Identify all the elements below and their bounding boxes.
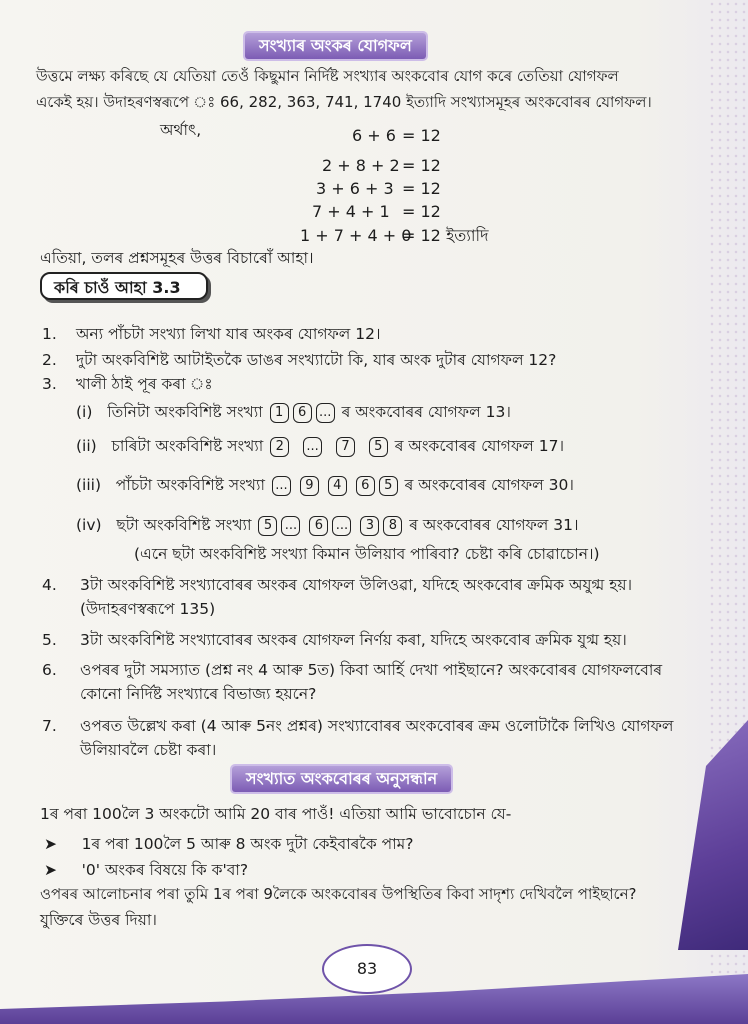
blank-digit-box[interactable]: ... bbox=[316, 403, 335, 423]
item-text-line-2: উলিয়াবলৈ চেষ্টা কৰা। bbox=[80, 741, 217, 759]
item-text-line-1: ওপৰৰ দুটা সমস্যাত (প্ৰশ্ন নং 4 আৰু 5ত) কিবা আৰ্হি দেখা পাইছানে? অংকবোৰৰ যোগফলবোৰ bbox=[80, 661, 663, 679]
item-text-line-2: কোনো নিৰ্দিষ্ট সংখ্যাৰে বিভাজ্য হয়নে? bbox=[80, 685, 317, 703]
subitem-tail: ৰ অংকবোৰৰ যোগফল 13। bbox=[341, 403, 511, 421]
subitem-label: (iii) bbox=[76, 476, 102, 494]
subitem-row bbox=[76, 515, 579, 536]
section2-closing-line-2: যুক্তিৰে উত্তৰ দিয়া। bbox=[40, 911, 157, 929]
paragraph-line-1: উত্তমে লক্ষ্য কৰিছে যে যেতিয়া তেওঁ কিছুমান নিৰ্দিষ্ট সংখ্যাৰ অংকবোৰ যোগ কৰে তেতিয়া যোগফল bbox=[36, 67, 619, 85]
item-number: 1. bbox=[42, 325, 57, 343]
bullet-text: 1ৰ পৰা 100লৈ 5 আৰু 8 অংক দুটা কেইবাৰকৈ পাম? bbox=[81, 835, 414, 853]
digit-box: 9 bbox=[300, 476, 319, 496]
subitem-tail: ৰ অংকবোৰৰ যোগফল 31। bbox=[409, 516, 579, 534]
arrowhead-bullet-icon: ➤ bbox=[44, 861, 57, 879]
subitem-row bbox=[76, 436, 564, 457]
item-text-line-2: (উদাহৰণস্বৰূপে 135) bbox=[80, 600, 216, 618]
subitem-tail: ৰ অংকবোৰৰ যোগফল 30। bbox=[404, 476, 574, 494]
item-number: 2. bbox=[42, 351, 57, 369]
exercise-badge: কৰি চাওঁ আহা 3.3 bbox=[40, 272, 208, 300]
arthat-label: অৰ্থাৎ, bbox=[160, 121, 202, 139]
equation-lhs: 3 + 6 + 3 bbox=[316, 179, 394, 198]
item-text: দুটা অংকবিশিষ্ট আটাইতকৈ ডাঙৰ সংখ্যাটো কি, যাৰ অংক দুটাৰ যোগফল 12? bbox=[76, 351, 557, 369]
equation-lhs: 1 + 7 + 4 + 0 bbox=[300, 226, 412, 245]
item-text-line-1: ওপৰত উল্লেখ কৰা (4 আৰু 5নং প্ৰশ্নৰ) সংখ্যাবোৰৰ অংকবোৰৰ ক্ৰম ওলোটাকৈ লিখিও যোগফল bbox=[80, 717, 674, 735]
bullet-item bbox=[44, 860, 248, 880]
digit-box: 6 bbox=[309, 516, 328, 536]
equation-rhs: = 12 ইত্যাদি bbox=[402, 226, 489, 245]
item-text: অন্য পাঁচটা সংখ্যা লিখা যাৰ অংকৰ যোগফল 12। bbox=[76, 325, 381, 343]
item-text-line-1: 3টা অংকবিশিষ্ট সংখ্যাবোৰৰ অংকৰ যোগফল নিৰ্ণয় কৰা, যদিহে অংকবোৰ ক্ৰমিক যুগ্ম হয়। bbox=[80, 631, 627, 649]
item-number: 7. bbox=[42, 717, 57, 735]
section2-intro: 1ৰ পৰা 100লৈ 3 অংকটো আমি 20 বাৰ পাওঁ! এতিয়া আমি ভাবোচোন যে- bbox=[40, 805, 512, 823]
equation-lhs: 7 + 4 + 1 bbox=[312, 202, 390, 221]
equation-rhs: = 12 bbox=[402, 156, 441, 175]
subitem-text: ছটা অংকবিশিষ্ট সংখ্যা bbox=[116, 516, 252, 534]
equation-rhs: = 12 bbox=[402, 202, 441, 221]
bullet-text: '0' অংকৰ বিষয়ে কি ক'বা? bbox=[81, 861, 249, 879]
subitem-label: (i) bbox=[76, 403, 93, 421]
blank-digit-box[interactable]: ... bbox=[272, 476, 291, 496]
subitem-tail: ৰ অংকবোৰৰ যোগফল 17। bbox=[394, 437, 565, 455]
digit-box: 5 bbox=[369, 437, 388, 457]
subitem-text: তিনিটা অংকবিশিষ্ট সংখ্যা bbox=[107, 403, 263, 421]
digit-box: 3 bbox=[360, 516, 379, 536]
item-text: খালী ঠাই পূৰ কৰা ঃ bbox=[76, 375, 213, 393]
digit-box: 1 bbox=[270, 403, 289, 423]
section-title-banner: সংখ্যাত অংকবোৰৰ অনুসন্ধান bbox=[232, 766, 451, 792]
digit-box: 8 bbox=[383, 516, 402, 536]
subitem-label: (ii) bbox=[76, 437, 97, 455]
digit-box: 5 bbox=[258, 516, 277, 536]
section-title-banner: সংখ্যাৰ অংকৰ যোগফল bbox=[245, 33, 426, 59]
subitem-label: (iv) bbox=[76, 516, 102, 534]
section2-closing-line-1: ওপৰৰ আলোচনাৰ পৰা তুমি 1ৰ পৰা 9লৈকে অংকবোৰৰ উপস্থিতিৰ কিবা সাদৃশ্য দেখিবলৈ পাইছানে? bbox=[40, 885, 637, 903]
arrowhead-bullet-icon: ➤ bbox=[44, 835, 57, 853]
digit-box: 4 bbox=[328, 476, 347, 496]
section-closing-text: এতিয়া, তলৰ প্ৰশ্নসমূহৰ উত্তৰ বিচাৰোঁ আহা। bbox=[40, 249, 314, 267]
blank-digit-box[interactable]: ... bbox=[281, 516, 300, 536]
subitem-text: পাঁচটা অংকবিশিষ্ট সংখ্যা bbox=[115, 476, 265, 494]
page-number: 83 bbox=[322, 944, 412, 994]
item-number: 6. bbox=[42, 661, 57, 679]
subitem-row bbox=[76, 402, 511, 423]
equation-rhs: = 12 bbox=[402, 179, 441, 198]
equation-lhs: 6 + 6 bbox=[352, 126, 396, 145]
subitem-text: চাৰিটা অংকবিশিষ্ট সংখ্যা bbox=[111, 437, 264, 455]
equation-rhs: = 12 bbox=[402, 126, 441, 145]
digit-box: 2 bbox=[270, 437, 289, 457]
blank-digit-box[interactable]: ... bbox=[303, 437, 322, 457]
digit-box: 7 bbox=[336, 437, 355, 457]
equation-lhs: 2 + 8 + 2 bbox=[322, 156, 400, 175]
item-number: 4. bbox=[42, 576, 57, 594]
exercise-note: (এনে ছটা অংকবিশিষ্ট সংখ্যা কিমান উলিয়াব পাৰিবা? চেষ্টা কৰি চোৱাচোন।) bbox=[134, 545, 600, 563]
digit-box: 6 bbox=[356, 476, 375, 496]
digit-box: 5 bbox=[379, 476, 398, 496]
digit-box: 6 bbox=[293, 403, 312, 423]
blank-digit-box[interactable]: ... bbox=[332, 516, 351, 536]
paragraph-line-2: একেই হয়। উদাহৰণস্বৰূপে ঃ 66, 282, 363, 741, 1740 ইত্যাদি সংখ্যাসমূহৰ অংকবোৰৰ যোগফল। bbox=[36, 93, 652, 111]
bullet-item bbox=[44, 834, 413, 854]
item-number: 5. bbox=[42, 631, 57, 649]
subitem-row bbox=[76, 475, 574, 496]
item-number: 3. bbox=[42, 375, 57, 393]
item-text-line-1: 3টা অংকবিশিষ্ট সংখ্যাবোৰৰ অংকৰ যোগফল উলিওৱা, যদিহে অংকবোৰ ক্ৰমিক অযুগ্ম হয়। bbox=[80, 576, 633, 594]
